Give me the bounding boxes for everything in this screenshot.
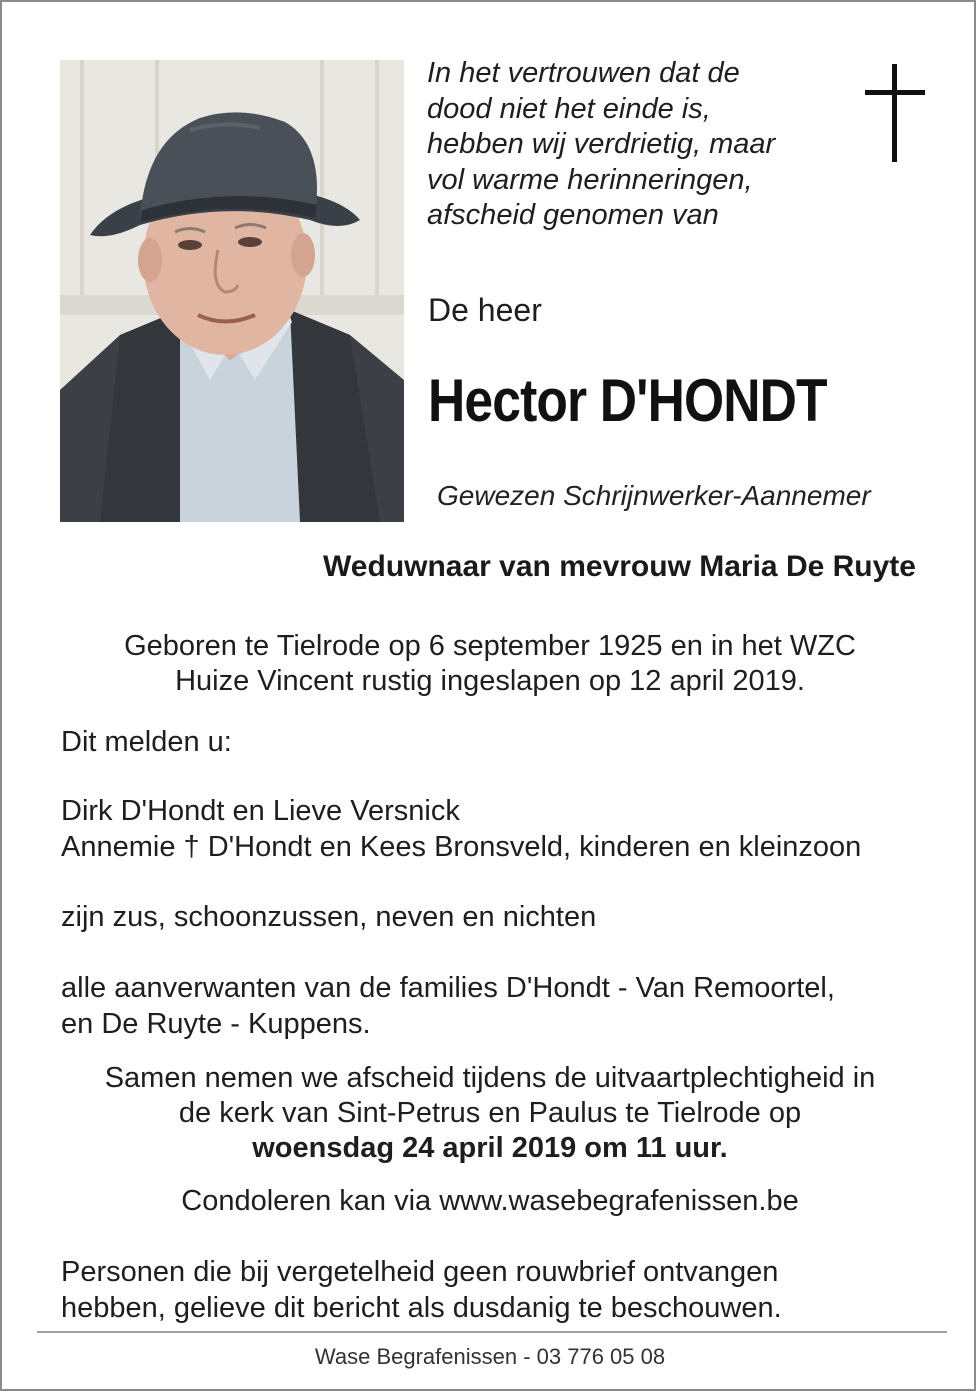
deceased-name: Hector D'HONDT [428,367,827,434]
birth-death-line: Geboren te Tielrode op 6 september 1925 en in het WZC [124,630,856,662]
birth-death-paragraph [2,629,976,699]
families-line: alle aanverwanten van de families D'Hondt - Van Remoortel, [61,972,835,1004]
condolence-line [2,1184,976,1219]
footer-contact: Wase Begrafenissen - 03 776 05 08 [314,1344,666,1369]
condolence-text: Condoleren kan via www.wasebegrafenissen.be [181,1185,799,1217]
note-line: hebben, gelieve dit bericht als dusdanig te beschouwen. [61,1291,782,1324]
funeral-line: Samen nemen we afscheid tijdens de uitvaartplechtigheid in [104,1062,876,1094]
portrait-photo [60,60,404,522]
birth-death-line: Huize Vincent rustig ingeslapen op 12 april 2019. [175,665,805,697]
funeral-date: woensdag 24 april 2019 om 11 uur. [252,1132,728,1164]
announced-by-intro [61,725,232,761]
families-line: en De Ruyte - Kuppens. [61,1007,371,1040]
relatives-text: zijn zus, schoonzussen, neven en nichten [61,901,597,933]
salutation: De heer [428,292,542,328]
quote-line: In het vertrouwen dat de [427,57,740,89]
quote-line: afscheid genomen van [427,199,719,231]
note-line: Personen die bij vergetelheid geen rouwbrief ontvangen [61,1256,779,1288]
quote-line: hebben wij verdrietig, maar [427,128,776,160]
profession: Gewezen Schrijnwerker-Aannemer [437,480,871,511]
relatives-line [61,900,596,936]
family-line: Dirk D'Hondt en Lieve Versnick [61,795,460,827]
cross-icon [865,64,925,162]
families-paragraph [61,971,835,1042]
funeral-paragraph [2,1061,976,1166]
quote-line: vol warme herinneringen, [427,163,753,196]
note-paragraph [61,1255,782,1326]
widower-line: Weduwnaar van mevrouw Maria De Ruyte [323,550,916,583]
quote-line: dood niet het einde is, [427,92,711,125]
portrait-illustration [60,60,404,522]
funeral-line: de kerk van Sint-Petrus en Paulus te Tielrode op [178,1097,802,1129]
footer-divider [37,1331,947,1333]
intro-line: Dit melden u: [61,726,232,758]
family-list [61,794,861,865]
opening-quote [427,56,847,234]
family-line: Annemie † D'Hondt en Kees Bronsveld, kinderen en kleinzoon [61,830,862,863]
